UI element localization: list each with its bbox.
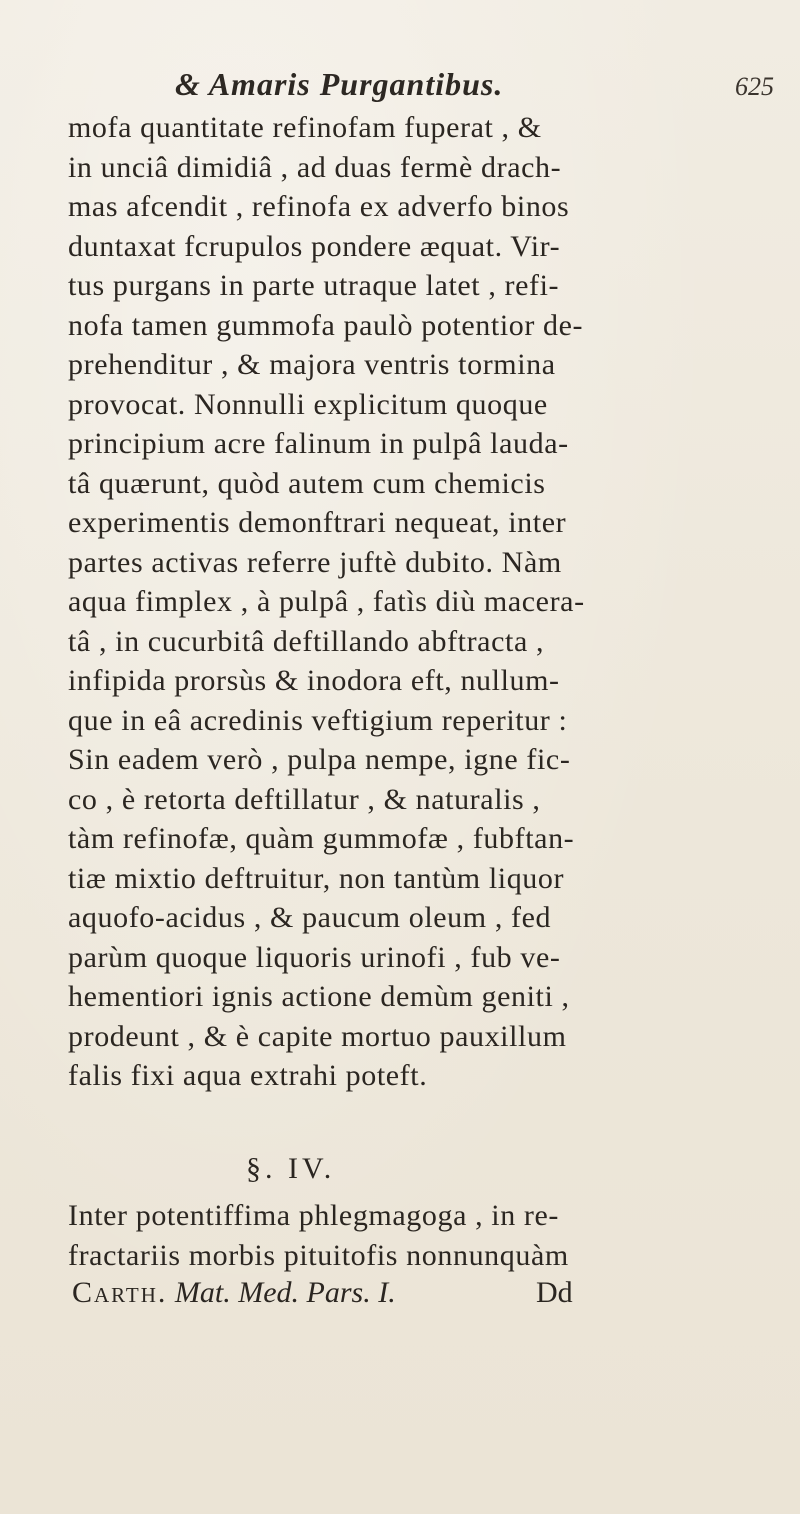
text-line: principium acre falinum in pulpâ lauda- [68, 427, 569, 460]
text-line: falis fixi aqua extrahi poteft. [68, 1059, 428, 1092]
text-line: aquofo-acidus , & paucum oleum , fed [68, 901, 552, 934]
text-line: parùm quoque liquoris urinofi , fub ve- [68, 940, 561, 974]
text-line: tus purgans in parte utraque latet , refi- [68, 269, 560, 302]
text-line: tàm refinofæ, quàm gummofæ , fubftan- [68, 822, 575, 855]
page-number: 625 [735, 72, 774, 101]
text-line: aqua fimplex , à pulpâ , fatìs diù macera- [68, 585, 585, 618]
text-line: infipida prorsùs & inodora eft, nullum- [68, 664, 560, 697]
text-line: Sin eadem verò , pulpa nempe, igne fic- [68, 743, 571, 776]
text-line: partes activas referre juftè dubito. Nàm [68, 545, 562, 579]
text-line: provocat. Nonnulli explicitum quoque [68, 387, 548, 421]
text-line: que in eâ acredinis veftigium reperitur : [68, 703, 568, 737]
running-head-title: & Amaris Purgantibus. [175, 66, 504, 102]
text-line: fractariis morbis pituitofis nonnunquàm [68, 1238, 569, 1272]
text-line: Inter potentiffima phlegmagoga , in re- [68, 1199, 560, 1232]
signature-work: Mat. Med. Pars. I. [174, 1276, 396, 1309]
running-head [175, 66, 795, 106]
signature-author: Carth. [72, 1276, 168, 1309]
text-line: tâ quærunt, quòd autem cum chemicis [68, 466, 546, 500]
catchword: Dd [536, 1276, 573, 1309]
text-line: tâ , in cucurbitâ deftillando abftracta , [68, 624, 545, 658]
text-line: nofa tamen gummofa paulò potentior de- [68, 308, 584, 342]
text-line: tiæ mixtio deftruitur, non tantùm liquor [68, 861, 565, 895]
text-line: co , è retorta deftillatur , & naturalis , [68, 782, 541, 816]
paragraph-2 [68, 1196, 798, 1275]
text-line: prodeunt , & è capite mortuo pauxillum [68, 1019, 567, 1053]
text-line: mofa quantitate refinofam fuperat , & [68, 111, 542, 144]
page-footer [72, 1276, 792, 1316]
text-line: prehenditur , & majora ventris tormina [68, 348, 556, 381]
paragraph-1 [68, 108, 798, 1096]
text-line: hementiori ignis actione demùm geniti , [68, 980, 570, 1013]
text-line: experimentis demonftrari nequeat, inter [68, 506, 567, 539]
text-line: in unciâ dimidiâ , ad duas fermè drach- [68, 150, 562, 184]
text-line: duntaxat fcrupulos pondere æquat. Vir- [68, 229, 561, 263]
section-heading: §. IV. [246, 1152, 336, 1185]
text-line: mas afcendit , refinofa ex adverfo binos [68, 190, 570, 223]
